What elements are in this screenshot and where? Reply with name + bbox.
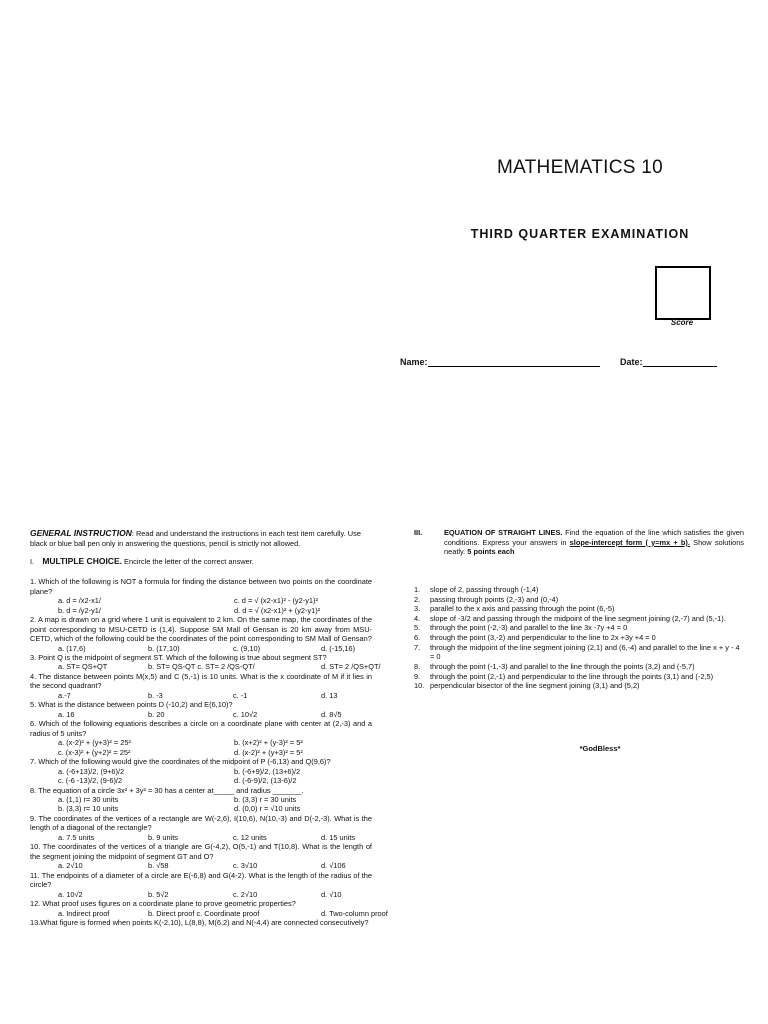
sec3-instructions: [444, 528, 744, 557]
q4-opt-a: a.-7: [58, 690, 71, 700]
sec3-text: Find the equation of the line which satisfies the given conditions. Express your answers in: [444, 528, 744, 547]
exam-subtitle: THIRD QUARTER EXAMINATION: [470, 227, 690, 241]
q5-opt-d: d. 8√5: [321, 709, 342, 719]
q5-opt-b: b. 20: [148, 709, 165, 719]
question-13: 13.What figure is formed when points K(-2,10), L(8,8), M(6,2) and N(-4,4) are connected consecutively?: [30, 918, 369, 928]
name-field: [400, 356, 600, 367]
item-num: 4.: [414, 613, 421, 623]
q8-opt-b2: b. (3,3) r= 10 units: [58, 804, 119, 814]
question-3: 3. Point Q is the midpoint of segment ST. Which of the following is true about segment ST?: [30, 652, 327, 662]
q7-options: [30, 767, 372, 786]
item-num: 2.: [414, 594, 421, 604]
q10-opt-c: c. 3√10: [233, 861, 258, 871]
item-num: 1.: [414, 584, 421, 594]
q7-opt-a: a. (-6+13)/2, (9+6)/2: [58, 766, 125, 776]
question-7: 7. Which of the following would give the coordinates of the midpoint of P (-6,13) and Q(9,6)?: [30, 757, 331, 767]
score-box: [655, 266, 711, 320]
question-1: 1. Which of the following is NOT a formula for finding the distance between two points on the coordinate plane?: [30, 577, 372, 596]
q2-opt-a: a. (17,6): [58, 643, 86, 653]
item-text: through the point (-1,-3) and parallel to the line through the points (3,2) and (-5,7): [430, 661, 695, 671]
sec3-text2: Show solutions neatly.: [444, 537, 744, 557]
question-6: 6. Which of the following equations describes a circle on a coordinate plane with center at (2,-3) and a radius of 5 units?: [30, 719, 372, 738]
name-label: Name:: [400, 357, 428, 367]
q11-options: [30, 890, 372, 899]
q2-opt-b: b. (17,10): [148, 643, 180, 653]
q11-opt-c: c. 2√10: [233, 889, 258, 899]
sec1-title: MULTIPLE CHOICE.: [42, 556, 122, 567]
question-11: 11. The endpoints of a diameter of a circle are E(-6,8) and G(4-2). What is the length of the radius of the circle?: [30, 870, 372, 890]
list-item: [414, 643, 744, 662]
q12-options: [30, 908, 388, 918]
item-num: 3.: [414, 604, 421, 614]
item-num: 7.: [414, 642, 421, 652]
q10-opt-d: d. √106: [321, 861, 346, 871]
exam-title: MATHEMATICS 10: [496, 157, 664, 178]
general-instruction: [30, 528, 372, 548]
item-num: 10.: [414, 681, 425, 691]
q3-opt-a: a. ST= QS+QT: [58, 662, 108, 672]
left-column: [30, 528, 388, 928]
question-5: 5. What is the distance between points D (-10,2) and E(6,10)?: [30, 700, 233, 710]
q7-opt-d: d. (-6-9)/2, (13-6)/2: [234, 776, 297, 786]
item-text: slope of -3/2 and passing through the midpoint of the line segment joining (2,-7) and (5,-1).: [430, 613, 726, 623]
q5-options: [30, 710, 372, 719]
q9-opt-c: c. 12 units: [233, 832, 267, 842]
q6-opt-c: c. (x-3)² + (y+2)² = 25²: [58, 747, 131, 757]
q1-opt-b: b. d = /y2-y1/: [58, 605, 101, 615]
item-num: 6.: [414, 633, 421, 642]
item-text: passing through points (2,-3) and (0,-4): [430, 594, 559, 604]
q10-opt-a: a. 2√10: [58, 861, 83, 871]
sec3-form: slope-intercept form ( y=mx + b).: [569, 537, 690, 547]
q3-opt-bc: b. ST= QS-QT c. ST= 2 /QS-QT/: [148, 662, 255, 672]
q11-opt-d: d. √10: [321, 889, 342, 899]
q6-opt-b: b. (x+2)² + (y-3)² = 5²: [234, 738, 303, 748]
q1-opt-c: c. d = √ (x2-x1)² - (y2-y1)²: [234, 596, 318, 606]
item-text: through the point (2,-1) and perpendicular to the line through the points (3,1) and (-2,5): [430, 671, 714, 681]
q4-opt-c: c. -1: [233, 690, 248, 700]
question-8: 8. The equation of a circle 3x² + 3y² = 30 has a center at_____ and radius _______.: [30, 785, 304, 795]
q1-opt-a: a. d = /x2-x1/: [58, 596, 101, 606]
q1-options: [30, 596, 372, 615]
q8-opt-a: a. (1,1) r= 30 units: [58, 795, 119, 804]
sec3-items: [414, 585, 744, 691]
score-label: Score: [670, 318, 694, 327]
list-item: [414, 633, 744, 643]
sec3-points: 5 points each: [467, 547, 515, 557]
list-item: [414, 623, 744, 633]
q12-opt-d: d. Two-column proof: [321, 908, 388, 918]
q8-options: [30, 795, 372, 814]
question-10: 10. The coordinates of the vertices of a triangle are G(-4,2), O(5,-1) and T(10,8). What is the length of the segment joining the midpoint of segment GT and O?: [30, 842, 372, 861]
list-item: [414, 672, 744, 682]
q4-options: [30, 691, 372, 700]
sec1-num: I.: [30, 557, 35, 567]
list-item: [414, 681, 744, 691]
q10-opt-b: b. √58: [148, 861, 169, 871]
q6-opt-d: d. (x-2)² + (y+3)² = 5²: [234, 747, 303, 757]
section-1-heading: [30, 556, 372, 567]
q4-opt-b: b. -3: [148, 690, 163, 700]
date-field: [620, 356, 717, 367]
q9-opt-d: d. 15 units: [321, 832, 356, 842]
list-item: [414, 604, 744, 614]
q9-opt-b: b. 9 units: [148, 832, 178, 842]
list-item: [414, 662, 744, 672]
item-text: parallel to the x axis and passing through the point (6,-5): [430, 604, 615, 614]
q11-opt-b: b. 5√2: [148, 889, 169, 899]
q2-opt-c: c. (9,10): [233, 643, 261, 653]
sec1-text: Encircle the letter of the correct answer.: [121, 557, 254, 567]
item-num: 8.: [414, 661, 421, 671]
q5-opt-c: c. 10√2: [233, 709, 258, 719]
q9-options: [30, 833, 372, 842]
q4-opt-d: d. 13: [321, 690, 338, 700]
gi-label: GENERAL INSTRUCTION: [30, 528, 132, 538]
q5-opt-a: a. 16: [58, 709, 75, 719]
q12-opt-a: a. Indirect proof: [58, 908, 110, 918]
gi-text: : Read and understand the instructions in each test item carefully. Use black or blue ball pen only in answering the questions, pencil is strictly not allowed.: [30, 529, 361, 548]
right-column: [414, 528, 744, 691]
q2-opt-d: d. (-15,16): [321, 643, 356, 653]
item-text: through the point (3,-2) and perpendicular to the line to 2x +3y +4 = 0: [430, 633, 656, 642]
q11-opt-a: a. 10√2: [58, 889, 83, 899]
item-text: perpendicular bisector of the line segment joining (3,1) and (5,2): [430, 681, 640, 691]
question-2: 2. A map is drawn on a grid where 1 unit is equivalent to 2 km. On the same map, the coordinates of the point corresponding to MSU-CETD is (1,4). Suppose SM Mall of Gensan is 20 km away from MSU-CETD, which of the following could be the coordinates of the point corresponding to SM Mall of Gensan?: [30, 615, 372, 644]
q2-options: [30, 644, 372, 653]
question-4: 4. The distance between points M(x,5) and C (5,-1) is 10 units. What is the x coordinate of M if it lies in the second quadrant?: [30, 671, 372, 691]
q1-opt-d: d. d = √ (x2-x1)² + (y2-y1)²: [234, 605, 321, 615]
item-num: 9.: [414, 671, 421, 681]
date-line: [643, 356, 717, 367]
item-text: through the midpoint of the line segment joining (2,1) and (6,-4) and parallel to the line x + y - 4 = 0: [430, 642, 740, 662]
q8-opt-d: d. (0,0) r = √10 units: [234, 804, 301, 814]
q10-options: [30, 861, 372, 870]
list-item: [414, 595, 744, 605]
q6-options: [30, 738, 372, 757]
q9-opt-a: a. 7.5 units: [58, 832, 95, 842]
question-9: 9. The coordinates of the vertices of a rectangle are W(-2,6), I(10,6), N(10,-3) and D(-2,-3). What is the length of a diagonal of the rectangle?: [30, 813, 372, 833]
list-item: [414, 614, 744, 624]
q3-opt-d: d. ST= 2 /QS+QT/: [321, 662, 381, 672]
list-item: [414, 585, 744, 595]
item-text: through the point (-2,-3) and parallel to the line 3x -7y +4 = 0: [430, 623, 628, 633]
q6-opt-a: a. (x-2)² + (y+3)² = 25²: [58, 738, 131, 748]
item-text: slope of 2, passing through (-1,4): [430, 584, 539, 594]
name-line: [428, 356, 600, 367]
question-12: 12. What proof uses figures on a coordinate plane to prove geometric properties?: [30, 899, 296, 909]
q8-opt-b: b. (3,3) r = 30 units: [234, 795, 297, 804]
q7-opt-c: c. (-6 -13)/2, (9-6)/2: [58, 776, 123, 786]
item-num: 5.: [414, 623, 421, 633]
godbless-note: *GodBless*: [579, 744, 621, 753]
q12-opt-bc: b. Direct proof c. Coordinate proof: [148, 908, 260, 918]
q7-opt-b: b. (-6+9)/2, (13+6)/2: [234, 766, 301, 776]
q3-options: [30, 662, 381, 672]
sec3-title: EQUATION OF STRAIGHT LINES.: [444, 528, 563, 537]
section-3-heading: [414, 528, 744, 557]
sec3-num: III.: [414, 528, 423, 537]
date-label: Date:: [620, 357, 643, 367]
